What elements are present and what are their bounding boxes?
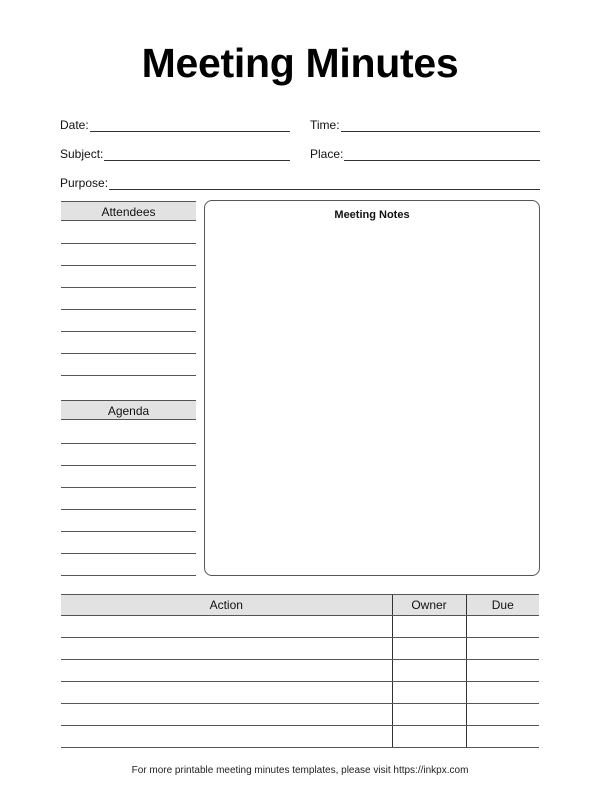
purpose-field[interactable]	[60, 174, 540, 190]
attendee-line[interactable]	[61, 353, 196, 354]
action-cell[interactable]	[61, 704, 392, 726]
attendees-heading: Attendees	[61, 201, 196, 221]
table-row	[61, 704, 539, 726]
subject-field[interactable]	[60, 145, 290, 161]
owner-cell[interactable]	[392, 638, 466, 660]
page-title: Meeting Minutes	[141, 40, 459, 86]
action-table	[61, 594, 539, 748]
agenda-line[interactable]	[61, 465, 196, 466]
header-due: Due	[466, 595, 539, 616]
meeting-notes-heading: Meeting Notes	[334, 209, 410, 221]
date-field[interactable]	[60, 116, 290, 132]
table-row	[61, 638, 539, 660]
due-cell[interactable]	[466, 726, 539, 748]
attendee-line[interactable]	[61, 309, 196, 310]
agenda-line[interactable]	[61, 509, 196, 510]
time-field[interactable]	[310, 116, 540, 132]
place-field[interactable]	[310, 145, 540, 161]
owner-cell[interactable]	[392, 616, 466, 638]
meeting-notes-box[interactable]	[204, 200, 540, 576]
due-cell[interactable]	[466, 682, 539, 704]
time-line[interactable]	[341, 119, 540, 132]
owner-cell[interactable]	[392, 682, 466, 704]
purpose-line[interactable]	[109, 177, 540, 190]
owner-cell[interactable]	[392, 704, 466, 726]
action-cell[interactable]	[61, 660, 392, 682]
agenda-line[interactable]	[61, 553, 196, 554]
due-cell[interactable]	[466, 616, 539, 638]
action-table-header	[61, 595, 539, 616]
subject-line[interactable]	[104, 148, 290, 161]
action-cell[interactable]	[61, 682, 392, 704]
attendee-line[interactable]	[61, 265, 196, 266]
time-label: Time:	[310, 118, 340, 132]
attendee-line[interactable]	[61, 375, 196, 376]
table-row	[61, 616, 539, 638]
agenda-line[interactable]	[61, 575, 196, 576]
subject-label: Subject:	[60, 147, 104, 161]
due-cell[interactable]	[466, 704, 539, 726]
place-line[interactable]	[344, 148, 540, 161]
agenda-heading: Agenda	[61, 400, 196, 420]
table-row	[61, 726, 539, 748]
header-action: Action	[61, 595, 392, 616]
place-label: Place:	[310, 147, 344, 161]
footer-note: For more printable meeting minutes templates, please visit https://inkpx.com	[131, 765, 469, 776]
owner-cell[interactable]	[392, 660, 466, 682]
header-owner: Owner	[392, 595, 466, 616]
table-row	[61, 660, 539, 682]
due-cell[interactable]	[466, 638, 539, 660]
attendee-line[interactable]	[61, 331, 196, 332]
table-row	[61, 682, 539, 704]
agenda-line[interactable]	[61, 531, 196, 532]
agenda-line[interactable]	[61, 443, 196, 444]
agenda-line[interactable]	[61, 487, 196, 488]
date-label: Date:	[60, 118, 89, 132]
action-cell[interactable]	[61, 638, 392, 660]
due-cell[interactable]	[466, 660, 539, 682]
action-cell[interactable]	[61, 726, 392, 748]
purpose-label: Purpose:	[60, 176, 109, 190]
date-line[interactable]	[90, 119, 290, 132]
owner-cell[interactable]	[392, 726, 466, 748]
attendee-line[interactable]	[61, 287, 196, 288]
action-cell[interactable]	[61, 616, 392, 638]
attendee-line[interactable]	[61, 243, 196, 244]
